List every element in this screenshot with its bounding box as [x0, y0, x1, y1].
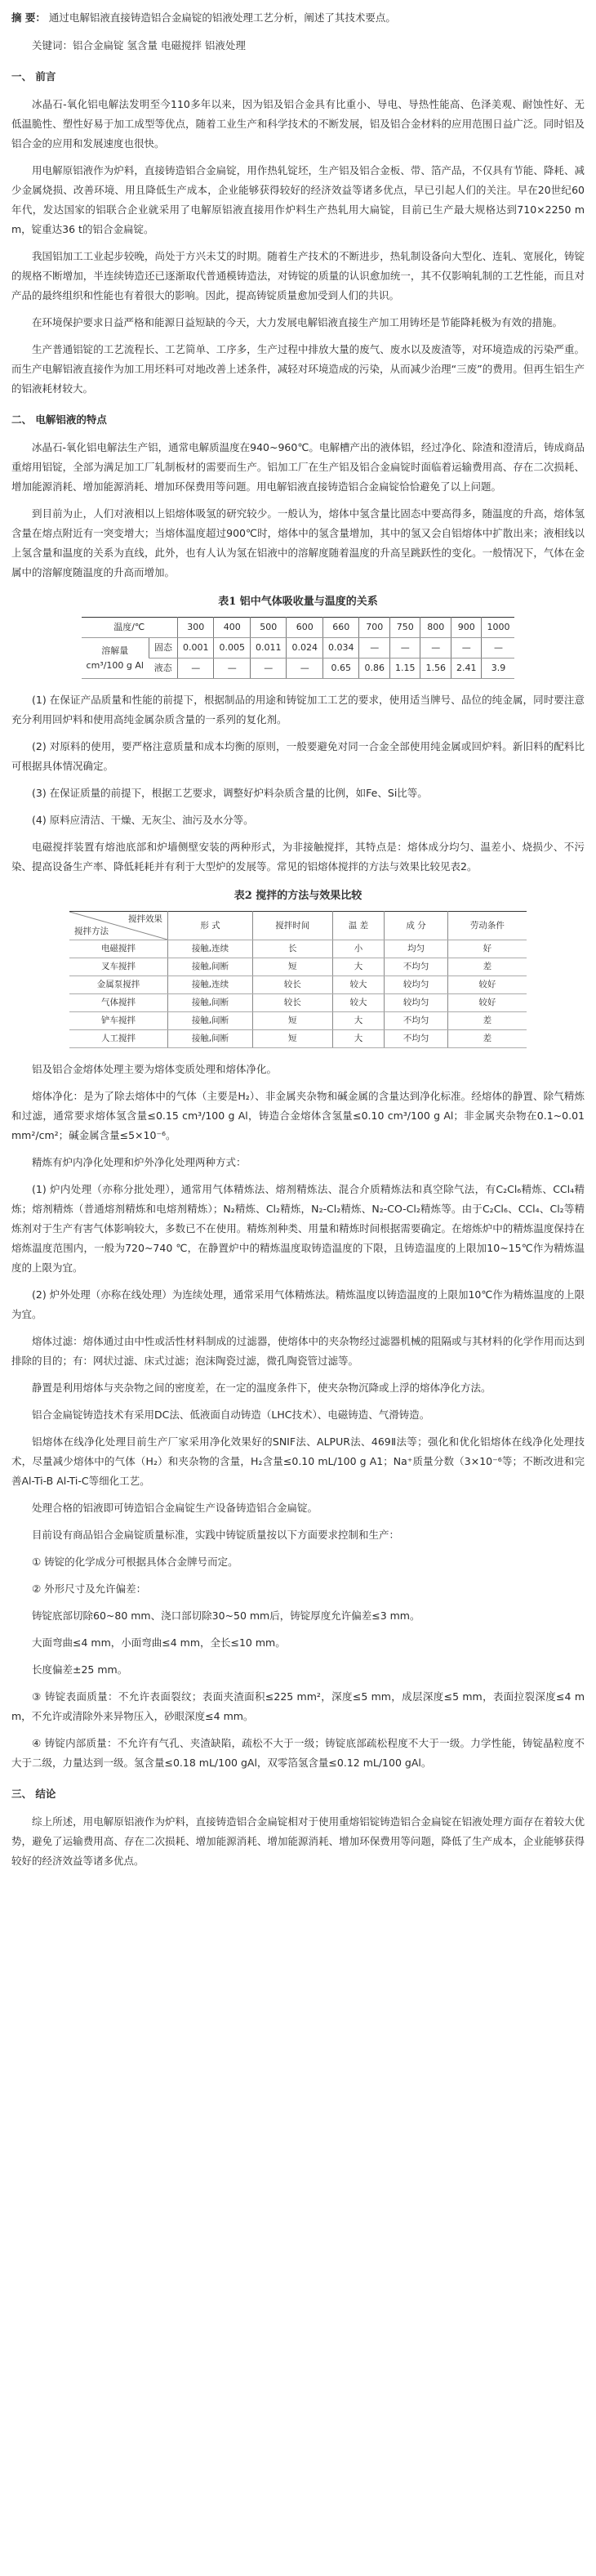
- table1-temp: 400: [214, 618, 251, 638]
- table1-temp: 1000: [482, 618, 515, 638]
- intro-paragraph: 在环境保护要求日益严格和能源日益短缺的今天，大力发展电解铝液直接生产加工用铸坯是节能降耗极为有效的措施。: [32, 316, 563, 328]
- table2-cell: 好: [447, 940, 527, 958]
- table2-method: 叉车搅拌: [69, 958, 168, 976]
- table1-cell: 0.001: [177, 638, 214, 659]
- purify-paragraph: ② 外形尺寸及允许偏差：: [32, 1583, 147, 1595]
- table1-temp: 500: [250, 618, 287, 638]
- table2-cell: 长: [252, 940, 332, 958]
- table2-method: 气体搅拌: [69, 994, 168, 1012]
- table2-corner-cell: [69, 912, 168, 940]
- table2-cell: 小: [332, 940, 385, 958]
- table2-cell: 短: [252, 1012, 332, 1030]
- table2-cell: 短: [252, 1030, 332, 1048]
- table2-header: 成 分: [385, 912, 447, 940]
- keywords: [11, 36, 585, 56]
- table2-corner-top: 搅拌效果: [128, 914, 162, 924]
- table2-cell: 差: [447, 958, 527, 976]
- requirement-item: (3) 在保证质量的前提下，根据工艺要求，调整好炉料杂质含量的比例，如Fe、Si比等。: [32, 787, 428, 799]
- table1-cell: —: [214, 659, 251, 679]
- table2-cell: 大: [332, 958, 385, 976]
- section-heading-features: 二、 电解铝液的特点: [11, 413, 107, 426]
- table2-cell: 大: [332, 1012, 385, 1030]
- abstract-label: 摘 要：: [11, 11, 46, 24]
- table2-header: 劳动条件: [447, 912, 527, 940]
- abstract: [11, 8, 585, 28]
- purify-paragraph: 精炼有炉内净化处理和炉外净化处理两种方式：: [32, 1156, 247, 1168]
- table2-cell: 接触,连续: [168, 976, 253, 994]
- table2-cell: 较大: [332, 994, 385, 1012]
- keywords-label: 关键词：: [32, 39, 73, 51]
- table2-header: 形 式: [168, 912, 253, 940]
- stirring-methods-table: [69, 911, 527, 1048]
- table2-row: [69, 994, 527, 1012]
- table1-cell: —: [287, 659, 323, 679]
- purify-paragraph: 铝及铝合金熔体处理主要为熔体变质处理和熔体净化。: [32, 1063, 278, 1075]
- purify-paragraph: 长度偏差±25 mm。: [32, 1663, 128, 1676]
- purify-paragraph: 大面弯曲≤4 mm，小面弯曲≤4 mm，全长≤10 mm。: [32, 1636, 286, 1649]
- table1-cell: 2.41: [451, 659, 482, 679]
- table2-row: [69, 1030, 527, 1048]
- table2-cell: 均匀: [385, 940, 447, 958]
- table1-solid-row: [82, 638, 515, 659]
- purify-paragraph: ③ 铸锭表面质量：不允许表面裂纹；表面夹渣面积≤225 mm²，深度≤5 mm，成层深度≤5 mm，表面拉裂深度≤4 mm，不允许或清除外来异物压入，砂眼深度≤4 mm。: [11, 1690, 585, 1722]
- table2-cell: 较均匀: [385, 994, 447, 1012]
- intro-paragraph: 我国铝加工工业起步较晚，尚处于方兴未艾的时期。随着生产技术的不断进步，热轧制设备向大型化、连轧、宽展化，铸锭的规格不断增加，半连续铸造还已逐渐取代普通模铸造法，对铸锭的质量的认识愈加统一，其不仅影响轧制的工艺性能，而且对产品的最终组织和性能也有着很大的影响。因此，提高铸锭质量愈加受到人们的共识。: [11, 250, 585, 301]
- table2-cell: 接触,间断: [168, 1030, 253, 1048]
- table2-header: 搅拌时间: [252, 912, 332, 940]
- table1-row-label-top: 溶解量: [101, 645, 129, 656]
- table2-cell: 较均匀: [385, 976, 447, 994]
- table1-cell: 0.005: [214, 638, 251, 659]
- intro-paragraph: 生产普通铝锭的工艺流程长、工艺简单、工序多，生产过程中排放大量的废气、废水以及废渣等，对环境造成的污染严重。而生产电解铝液直接作为加工用坯料可对地改善上述条件，减轻对环境造成的污染，从而减少治理“三废”的费用。但再生铝生产的铝液耗材较大。: [11, 343, 585, 395]
- purify-paragraph: 铝熔体在线净化处理目前生产厂家采用净化效果好的SNIF法、ALPUR法、469Ⅱ法等；强化和优化铝熔体在线净化处理技术，尽量减少熔体中的气体（H₂）和夹杂物的含量，H₂含量≤0.10 mL/100 g A1；Na⁺质量分数（3×10⁻⁶等；不断改进和完善Al-Ti-B Al-Ti-C等细化工艺。: [11, 1435, 585, 1487]
- table2-row: [69, 940, 527, 958]
- table2-header: 温 差: [332, 912, 385, 940]
- features-paragraph: 冰晶石-氧化铝电解法生产铝，通常电解质温度在940~960℃。电解槽产出的液体铝，经过净化、除渣和澄清后，铸成商品重熔用铝锭，全部为满足加工厂轧制板材的需要而生产。铝加工厂在生产铝及铝合金扁锭时面临着运输费用高、存在二次损耗、增加能源消耗、增加能源消耗、增加环保费用等问题。用电解铝液直接铸造铝合金扁锭恰恰避免了以上问题。: [11, 441, 585, 493]
- table2-cell: 接触,间断: [168, 994, 253, 1012]
- table2-cell: 较好: [447, 976, 527, 994]
- section-heading-intro: 一、 前言: [11, 70, 56, 83]
- requirement-item: (1) 在保证产品质量和性能的前提下，根据制品的用途和铸锭加工工艺的要求，使用适当牌号、品位的纯金属，同时要注意充分利用回炉料和使用高纯金属杂质含量的一系列的复化剂。: [11, 694, 585, 725]
- requirement-item: (2) 对原料的使用，要严格注意质量和成本均衡的原则，一般要避免对同一合金全部使用纯金属或回炉料。新旧料的配料比可根据具体情况确定。: [11, 740, 585, 772]
- purify-paragraph: 熔体过滤：熔体通过由中性或活性材料制成的过滤器，使熔体中的夹杂物经过滤器机械的阻隔或与其材料的化学作用而达到排除的目的；有：网状过滤、床式过滤；泡沫陶瓷过滤，微孔陶瓷管过滤等。: [11, 1335, 585, 1367]
- purify-paragraph: 处理合格的铝液即可铸造铝合金扁锭生产设备铸造铝合金扁锭。: [32, 1502, 318, 1514]
- table1-solid-label: 固态: [149, 638, 177, 659]
- table2-cell: 大: [332, 1030, 385, 1048]
- table1-temp: 900: [451, 618, 482, 638]
- table2-method: 铲车搅拌: [69, 1012, 168, 1030]
- table2-cell: 接触,间断: [168, 958, 253, 976]
- requirement-item: (4) 原料应清洁、干燥、无灰尘、油污及水分等。: [32, 814, 254, 826]
- table2-cell: 较大: [332, 976, 385, 994]
- table1-cell: —: [359, 638, 390, 659]
- purify-paragraph: (1) 炉内处理（亦称分批处理），通常用气体精炼法、熔剂精炼法、混合介质精炼法和真空除气法，有C₂Cl₆精炼、CCl₄精炼；熔剂精炼（普通熔剂精炼和电熔剂精炼）；N₂精炼、Cl₂精炼，N₂-Cl₂精炼、N₂-CO-Cl₂精炼等。由于C₂Cl₆、CCl₄、Cl₂等精炼剂对于生产有害气体影响较大，多数已不在使用。精炼剂种类、用量和精炼时间根据需要确定。在熔炼炉中的精炼温度保持在熔炼温度范围内，一般为720~740 ℃，在静置炉中的精炼温度取铸造温度的下限，且铸造温度的上限加10~15℃作为精炼温度的上限为宜。: [11, 1183, 585, 1274]
- table1-cell: 0.024: [287, 638, 323, 659]
- table1-temp: 600: [287, 618, 323, 638]
- table2-cell: 接触,连续: [168, 940, 253, 958]
- purify-paragraph: (2) 炉外处理（亦称在线处理）为连续处理，通常采用气体精炼法。精炼温度以铸造温度的上限加10℃作为精炼温度的上限为宜。: [11, 1288, 585, 1320]
- table1-cell: 1.15: [389, 659, 420, 679]
- purify-paragraph: 熔体净化：是为了除去熔体中的气体（主要是H₂）、非金属夹杂物和碱金属的含量达到净化标准。经熔体的静置、除气精炼和过滤，通常要求熔体氢含量≤0.15 cm³/100 g Al，铸造合金熔体含氢量≤0.10 cm³/100 g Al；非金属夹杂物在0.1~0.01 mm²/cm²；碱金属含量≤5×10⁻⁶。: [11, 1090, 585, 1141]
- table2-corner-bottom: 搅拌方法: [74, 926, 109, 936]
- table1-cell: 0.034: [322, 638, 359, 659]
- table1-header-row: [82, 618, 515, 638]
- table2-cell: 接触,间断: [168, 1012, 253, 1030]
- table2-row: [69, 976, 527, 994]
- table1-temp: 660: [322, 618, 359, 638]
- table1-cell: —: [389, 638, 420, 659]
- abstract-text: 通过电解铝液直接铸造铝合金扁锭的铝液处理工艺分析，阐述了其技术要点。: [48, 11, 396, 24]
- table2-method: 电磁搅拌: [69, 940, 168, 958]
- table1-temp: 800: [420, 618, 451, 638]
- table1-cell: 3.9: [482, 659, 515, 679]
- intro-paragraph: 用电解原铝液作为炉料，直接铸造铝合金扁锭，用作热轧锭坯，生产铝及铝合金板、带、箔产品，不仅具有节能、降耗、减少金属烧损、改善环境、用且降低生产成本，企业能够获得较好的经济效益等诸多优点，早已引起人们的关注。早在20世纪60年代，发达国家的铝联合企业就采用了电解原铝液直接用作炉料生产热轧用大扁锭，目前已生产最大规格达到710×2250 mm，锭重达36 t的铝合金扁锭。: [11, 164, 585, 235]
- section-heading-conclusion: 三、 结论: [11, 1788, 56, 1800]
- gas-absorption-table: [82, 617, 515, 679]
- purify-paragraph: 目前设有商品铝合金扁锭质量标准，实践中铸锭质量按以下方面要求控制和生产：: [32, 1529, 400, 1541]
- table2-method: 金属泵搅拌: [69, 976, 168, 994]
- table2-cell: 较好: [447, 994, 527, 1012]
- table1-temp: 300: [177, 618, 214, 638]
- purify-paragraph: ④ 铸锭内部质量：不允许有气孔、夹渣缺陷，疏松不大于一级；铸锭底部疏松程度不大于一级。力学性能，铸锭晶粒度不大于二级，力量达到一级。氢含量≤0.18 mL/100 gAl，双零箔氢含量≤0.12 mL/100 gAl。: [11, 1737, 585, 1769]
- table2-cell: 差: [447, 1030, 527, 1048]
- table1-row-label-bottom: cm³/100 g Al: [86, 659, 144, 671]
- table1-temp: 700: [359, 618, 390, 638]
- table2-row: [69, 958, 527, 976]
- keywords-text: 铝合金扁锭 氢含量 电磁搅拌 铝液处理: [73, 39, 246, 51]
- table2-cell: 不均匀: [385, 1012, 447, 1030]
- purify-paragraph: 铸锭底部切除60~80 mm、浇口部切除30~50 mm后，铸锭厚度允许偏差≤3 mm。: [32, 1609, 420, 1622]
- table2-cell: 差: [447, 1012, 527, 1030]
- table2-method: 人工搅拌: [69, 1030, 168, 1048]
- table1-cell: —: [482, 638, 515, 659]
- conclusion-paragraph: 综上所述，用电解原铝液作为炉料，直接铸造铝合金扁锭相对于使用重熔铝锭铸造铝合金扁锭在铝液处理方面存在着较大优势，避免了运输费用高、存在二次损耗、增加能源消耗、增加能源消耗、增加环保费用等问题，降低了生产成本，企业能够获得较好的经济效益等诸多优点。: [11, 1815, 585, 1867]
- table1-cell: 1.56: [420, 659, 451, 679]
- table1-liquid-label: 液态: [149, 659, 177, 679]
- table2-cell: 不均匀: [385, 958, 447, 976]
- table1-row-label: [82, 638, 149, 679]
- intro-paragraph: 冰晶石-氧化铝电解法发明至今110多年以来，因为铝及铝合金具有比重小、导电、导热性能高、色泽美观、耐蚀性好、无低温脆性、塑性好易于加工成型等优点，随着工业生产和科学技术的不断发展，铝及铝合金材料的应用范围日益广泛。同时铝及铝合金的应用和发展速度也很快。: [11, 98, 585, 150]
- table1-cell: —: [250, 659, 287, 679]
- table2-cell: 较长: [252, 994, 332, 1012]
- table2-cell: 较长: [252, 976, 332, 994]
- table1-cell: 0.65: [322, 659, 359, 679]
- table1-title: 表1 铝中气体吸收量与温度的关系: [218, 596, 378, 608]
- purify-paragraph: 铝合金扁锭铸造技术有采用DC法、低液面自动铸造（LHC技术）、电磁铸造、气滑铸造。: [32, 1409, 430, 1421]
- table1-cell: 0.86: [359, 659, 390, 679]
- table1-cell: —: [420, 638, 451, 659]
- features-paragraph: 到目前为止，人们对液相以上铝熔体吸氢的研究较少。一般认为，熔体中氢含量比固态中要高得多，随温度的升高，熔体氢含量在熔点附近有一突变增大；当熔体温度超过900℃时，熔体中的氢含量增加，其中的氢又会自铝熔体中扩散出来；液相线以上氢含量和温度的关系为直线，此外，也有人认为氢在铝液中的溶解度随着温度的升高呈跳跃性的变化。一般情况下，气体在金属中的溶解度随温度的升高而增加。: [11, 507, 585, 578]
- em-stirring-paragraph: 电磁搅拌装置有熔池底部和炉墙侧壁安装的两种形式，为非接触搅拌，其特点是：熔体成分均匀、温差小、烧损少、不污染、提高设备生产率、降低耗耗并有利于大型炉的发展等。常见的铝熔体搅拌的方法与效果比较见表2。: [11, 841, 585, 873]
- table2-row: [69, 1012, 527, 1030]
- table2-cell: 短: [252, 958, 332, 976]
- purify-paragraph: ① 铸锭的化学成分可根据具体合金牌号而定。: [32, 1556, 238, 1568]
- table1-cell: 0.011: [250, 638, 287, 659]
- table1-temp-header: 温度/℃: [82, 618, 178, 638]
- table1-temp: 750: [389, 618, 420, 638]
- table1-cell: —: [177, 659, 214, 679]
- table2-header-row: [69, 912, 527, 940]
- table1-cell: —: [451, 638, 482, 659]
- table2-title: 表2 搅拌的方法与效果比较: [234, 890, 362, 902]
- purify-paragraph: 静置是利用熔体与夹杂物之间的密度差，在一定的温度条件下，使夹杂物沉降或上浮的熔体净化方法。: [32, 1382, 491, 1394]
- table2-cell: 不均匀: [385, 1030, 447, 1048]
